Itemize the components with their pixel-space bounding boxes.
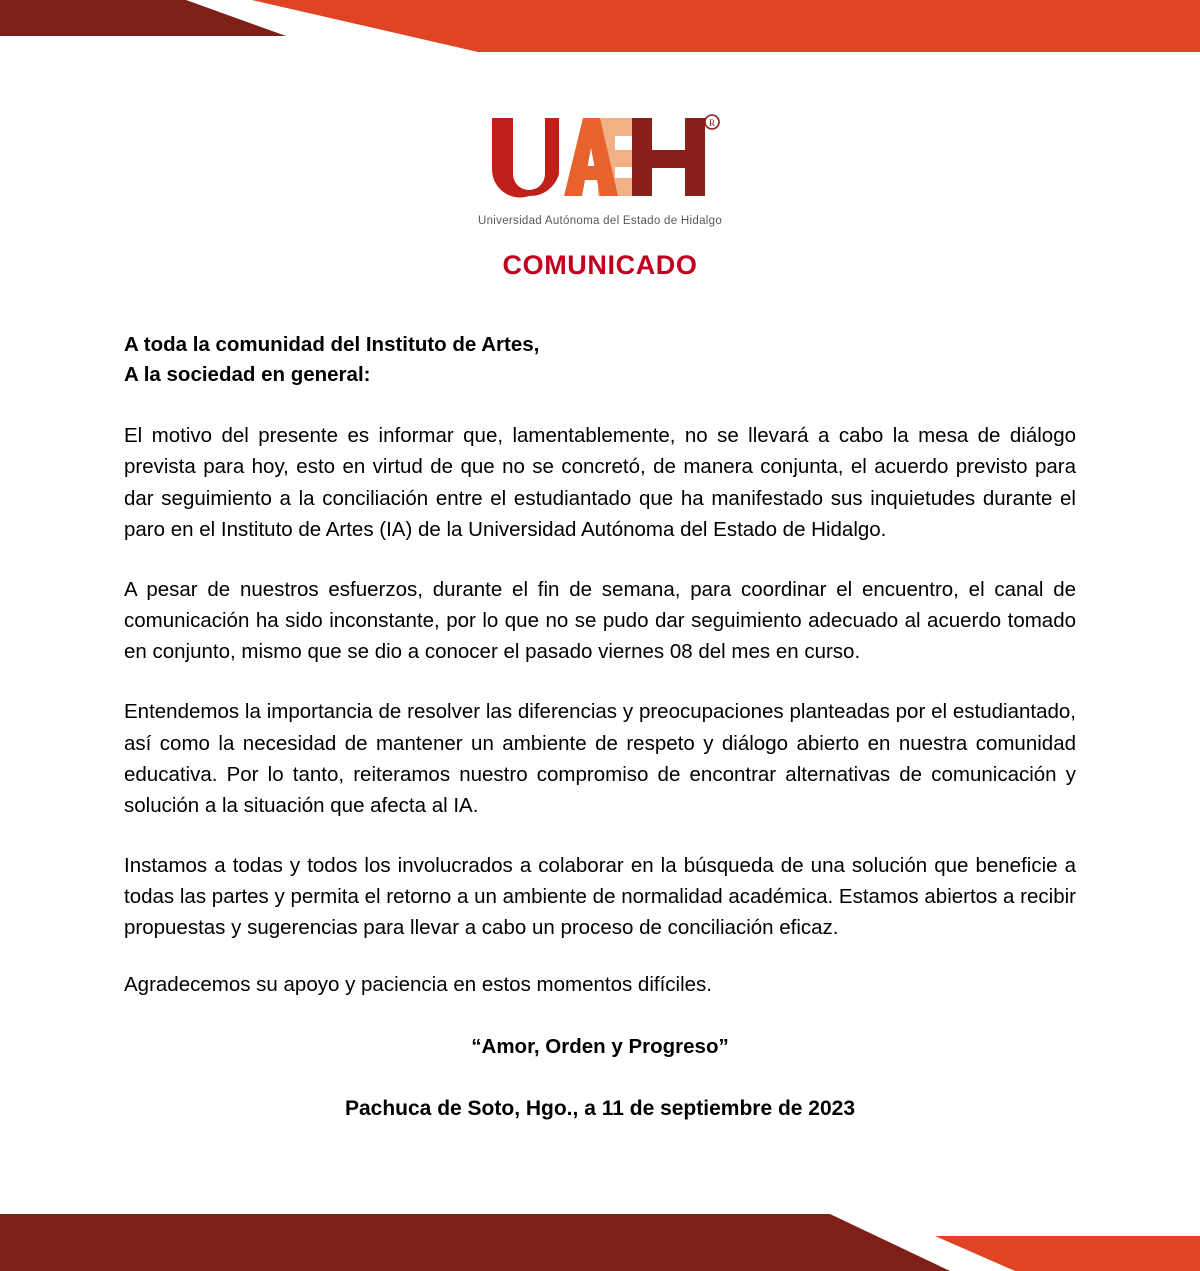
registered-trademark-icon xyxy=(705,115,719,129)
paragraph-3: Entendemos la importancia de resolver las diferencias y preocupaciones planteadas por el estudiantado, así como la necesidad de mantener un ambiente de respeto y diálogo abierto en nuestra comunidad educativa. Por lo tanto, reiteramos nuestro compromiso de encontrar alternativas de comunicación y solución a la situación que afecta al IA. xyxy=(124,700,1076,817)
paragraph-2: A pesar de nuestros esfuerzos, durante el fin de semana, para coordinar el encuentro, el canal de comunicación ha sido inconstante, por lo que no se pudo dar seguimiento adecuado al acuerdo tomado en conjunto, mismo que se dio a conocer el pasado viernes 08 del mes en curso. xyxy=(124,577,1076,664)
page-title: COMUNICADO xyxy=(502,250,698,280)
salutation-line-1: A toda la comunidad del Instituto de Artes, xyxy=(124,333,540,356)
top-decorative-band xyxy=(0,0,1200,70)
thanks-line: Agradecemos su apoyo y paciencia en estos momentos difíciles. xyxy=(124,973,712,997)
salutation xyxy=(124,330,1076,390)
logo-tagline: Universidad Autónoma del Estado de Hidalgo xyxy=(477,215,723,227)
bottom-decorative-band xyxy=(0,1176,1200,1271)
top-orange-shape xyxy=(252,0,1200,52)
svg-text:R: R xyxy=(708,118,716,128)
document-body xyxy=(124,330,1076,1121)
bottom-maroon-shape xyxy=(0,1214,950,1271)
paragraph-4: Instamos a todas y todos los involucrados a colaborar en la búsqueda de una solución que beneficie a todas las partes y permita el retorno a un ambiente de normalidad académica. Estamos abiertos a recibir propuestas y sugerencias para llevar a cabo un proceso de conciliación eficaz. xyxy=(124,853,1076,940)
logo-letter-u xyxy=(492,118,559,197)
bottom-orange-shape xyxy=(935,1236,1200,1271)
paragraph-1: El motivo del presente es informar que, lamentablemente, no se llevará a cabo la mesa de diálogo prevista para hoy, esto en virtud de que no se concretó, de manera conjunta, el acuerdo previsto para dar seguimiento a la conciliación entre el estudiantado que ha manifestado sus inquietudes durante el paro en el Instituto de Artes (IA) de la Universidad Autónoma del Estado de Hidalgo. xyxy=(124,424,1076,541)
top-maroon-shape xyxy=(0,0,286,36)
place-and-date: Pachuca de Soto, Hgo., a 11 de septiembre de 2023 xyxy=(344,1096,856,1120)
institutional-motto: “Amor, Orden y Progreso” xyxy=(471,1034,729,1058)
logo-block xyxy=(0,112,1200,227)
salutation-line-2: A la sociedad en general: xyxy=(124,363,371,387)
uaeh-logo-mark xyxy=(480,112,720,208)
logo-letter-h xyxy=(632,118,705,196)
